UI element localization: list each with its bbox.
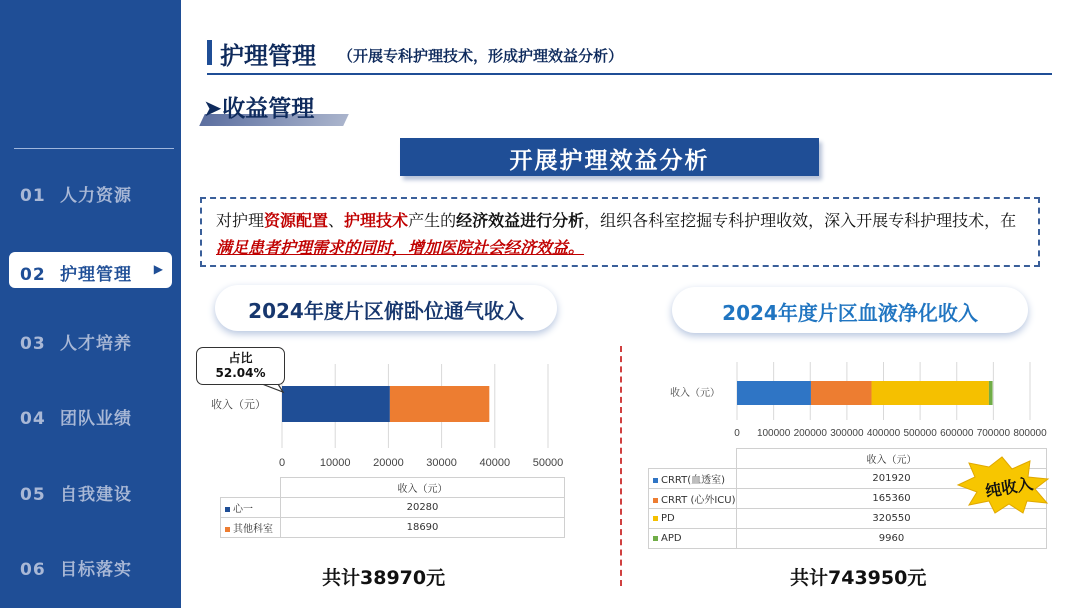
x-tick-label: 50000: [532, 457, 564, 469]
left-total: 共计38970元: [322, 567, 446, 589]
sidebar-item-number: 03: [20, 334, 46, 354]
right-chart-title: 2024年度片区血液净化收入: [672, 287, 1028, 333]
sidebar-item-number: 06: [20, 560, 46, 580]
legend-key: [649, 489, 737, 509]
description-text: 产生的: [408, 211, 457, 230]
x-tick-label: 100000: [756, 428, 791, 439]
description-text: 对护理: [216, 211, 265, 230]
sidebar-item-label: 团队业绩: [60, 409, 132, 429]
x-tick-label: 600000: [940, 428, 974, 439]
highlight-resource-allocation: 资源配置: [264, 211, 329, 230]
series-name: 心一: [233, 504, 253, 515]
legend-key: [649, 469, 737, 489]
net-income-badge: 纯收入: [983, 473, 1035, 502]
legend-key: [221, 518, 281, 538]
sidebar-item-label: 目标落实: [60, 560, 132, 580]
sidebar-item-label: 护理管理: [60, 265, 132, 285]
bar-segment: [282, 386, 390, 422]
table-corner: [221, 478, 281, 498]
legend-swatch: [653, 516, 658, 521]
analysis-banner: 开展护理效益分析: [400, 138, 819, 176]
legend-swatch: [225, 527, 230, 532]
table-cell: 320550: [737, 509, 1047, 529]
series-name: 其他科室: [233, 524, 273, 535]
callout-value: 52.04%: [215, 366, 266, 380]
x-tick-label: 700000: [976, 428, 1011, 439]
sidebar-item-label: 自我建设: [60, 485, 132, 505]
section-title-text: 收益管理: [222, 96, 315, 122]
table-header: 收入（元）: [737, 449, 1047, 469]
arrow-right-icon: ➤: [203, 96, 223, 122]
x-tick-label: 300000: [830, 428, 864, 439]
category-label: 收入（元）: [670, 388, 720, 399]
description-text: 、: [328, 211, 345, 230]
page-subtitle: （开展专科护理技术，形成护理效益分析）: [338, 47, 624, 65]
series-name: CRRT(血透室): [661, 475, 726, 486]
table-cell: 20280: [281, 498, 565, 518]
x-tick-label: 0: [278, 457, 286, 469]
legend-swatch: [225, 507, 230, 512]
x-tick-label: 40000: [479, 457, 511, 469]
x-tick-label: 0: [734, 428, 740, 439]
x-tick-label: 20000: [373, 457, 404, 469]
legend-swatch: [653, 498, 658, 503]
sidebar-item-label: 人才培养: [60, 334, 132, 354]
sidebar-item-number: 05: [20, 485, 46, 505]
table-cell: 9960: [737, 529, 1047, 549]
highlight-economic-analysis: 经济效益进行分析: [456, 211, 585, 230]
table-header: 收入（元）: [281, 478, 565, 498]
bar-segment: [390, 386, 489, 422]
table-cell: 165360: [737, 489, 1047, 509]
page-title: 护理管理: [220, 42, 316, 70]
category-label: 收入（元）: [211, 399, 266, 411]
legend-swatch: [653, 478, 658, 483]
legend-key: [649, 529, 737, 549]
series-name: PD: [661, 513, 675, 524]
bar-segment: [737, 381, 811, 405]
x-tick-label: 30000: [426, 457, 457, 469]
sidebar-item-number: 01: [20, 186, 46, 206]
series-name: CRRT (心外ICU): [661, 495, 736, 506]
share-callout: [196, 347, 285, 385]
x-tick-label: 10000: [319, 457, 351, 469]
left-chart-title: 2024年度片区俯卧位通气收入: [215, 285, 557, 331]
play-arrow-icon: ▶: [153, 262, 164, 276]
legend-key: [221, 498, 281, 518]
x-tick-label: 400000: [866, 428, 901, 439]
bar-segment: [989, 381, 993, 405]
table-cell: 18690: [281, 518, 565, 538]
table-corner: [649, 449, 737, 469]
series-name: APD: [661, 533, 682, 544]
highlight-nursing-technology: 护理技术: [344, 211, 409, 230]
x-tick-label: 800000: [1013, 428, 1047, 439]
legend-key: [649, 509, 737, 529]
sidebar-item-number: 02: [20, 265, 46, 285]
highlight-goal: 满足患者护理需求的同时，增加医院社会经济效益。: [216, 238, 585, 257]
callout-pointer: [262, 384, 283, 392]
x-tick-label: 200000: [793, 428, 827, 439]
bar-segment: [811, 381, 872, 405]
description-text: ，组织各科室挖掘专科护理收效，深入开展专科护理技术，在: [584, 211, 1017, 230]
right-total: 共计743950元: [790, 567, 927, 589]
left-data-table: [220, 477, 565, 538]
legend-swatch: [653, 536, 658, 541]
callout-label: 占比: [228, 351, 253, 365]
sidebar-item-label: 人力资源: [60, 186, 132, 206]
bar-segment: [872, 381, 989, 405]
sidebar-item-number: 04: [20, 409, 46, 429]
x-tick-label: 500000: [903, 428, 937, 439]
table-cell: 201920: [737, 469, 1047, 489]
